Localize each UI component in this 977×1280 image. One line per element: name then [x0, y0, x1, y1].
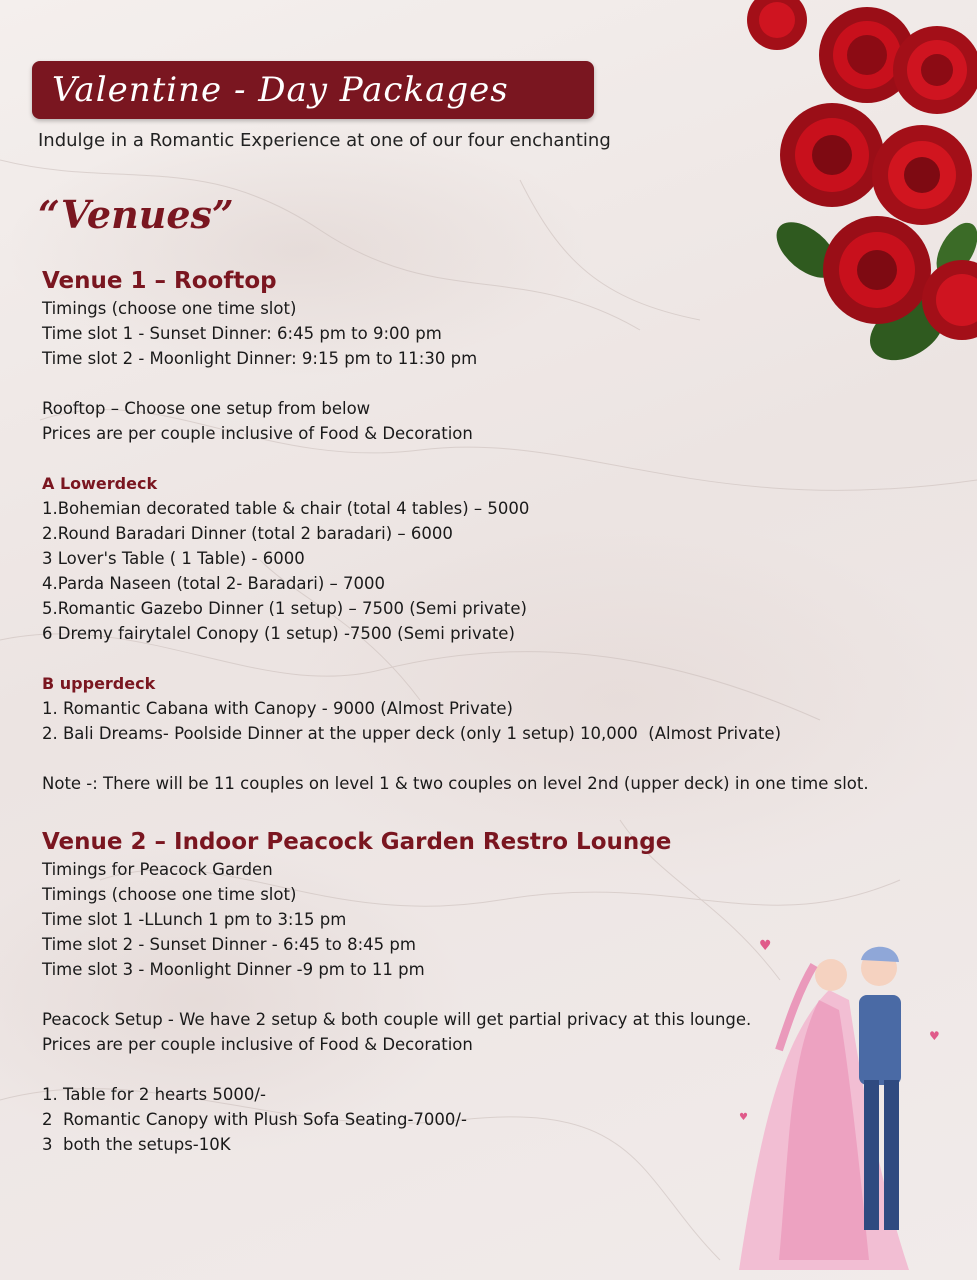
- venue2-item: 1. Table for 2 hearts 5000/-: [42, 1085, 266, 1104]
- upperdeck-item: 2. Bali Dreams- Poolside Dinner at the upper deck (only 1 setup) 10,000 (Almost Private): [42, 724, 782, 743]
- venue2-setup-line: Prices are per couple inclusive of Food & Decoration: [42, 1035, 473, 1054]
- title-banner: [32, 61, 594, 119]
- venue2-timing-line: Time slot 1 -LLunch 1 pm to 3:15 pm: [42, 910, 347, 929]
- venue1-setup-line: Prices are per couple inclusive of Food & Decoration: [42, 424, 473, 443]
- subtitle: Indulge in a Romantic Experience at one of our four enchanting: [38, 130, 611, 151]
- venue2-timing-line: Time slot 3 - Moonlight Dinner -9 pm to 11 pm: [42, 960, 425, 979]
- venue1-timing-line: Timings (choose one time slot): [42, 299, 297, 318]
- svg-text:♥: ♥: [759, 938, 772, 954]
- venue2-timing-line: Time slot 2 - Sunset Dinner - 6:45 to 8:45 pm: [42, 935, 416, 954]
- svg-text:♥: ♥: [739, 1112, 748, 1123]
- upperdeck-item: 1. Romantic Cabana with Canopy - 9000 (Almost Private): [42, 699, 513, 718]
- svg-text:♥: ♥: [929, 1029, 940, 1043]
- venues-heading: “Venues”: [38, 192, 234, 237]
- venue2-item: 3 both the setups-10K: [42, 1135, 231, 1154]
- lowerdeck-label: A Lowerdeck: [42, 474, 158, 493]
- venue1-note: Note -: There will be 11 couples on level 1 & two couples on level 2nd (upper deck) in one time slot.: [42, 774, 869, 793]
- venue2-setup-line: Peacock Setup - We have 2 setup & both couple will get partial privacy at this lounge.: [42, 1010, 752, 1029]
- venue2-item: 2 Romantic Canopy with Plush Sofa Seating-7000/-: [42, 1110, 467, 1129]
- lowerdeck-item: 6 Dremy fairytalel Conopy (1 setup) -7500 (Semi private): [42, 624, 515, 643]
- lowerdeck-item: 4.Parda Naseen (total 2- Baradari) – 7000: [42, 574, 385, 593]
- upperdeck-label: B upperdeck: [42, 674, 156, 693]
- venue1-heading: Venue 1 – Rooftop: [42, 268, 277, 294]
- venue2-timing-line: Timings (choose one time slot): [42, 885, 297, 904]
- venue2-timing-line: Timings for Peacock Garden: [42, 860, 273, 879]
- lowerdeck-item: 2.Round Baradari Dinner (total 2 baradari) – 6000: [42, 524, 453, 543]
- venue2-heading: Venue 2 – Indoor Peacock Garden Restro Lounge: [42, 829, 672, 855]
- lowerdeck-item: 3 Lover's Table ( 1 Table) - 6000: [42, 549, 305, 568]
- venue1-timing-line: Time slot 1 - Sunset Dinner: 6:45 pm to 9:00 pm: [42, 324, 442, 343]
- lowerdeck-item: 1.Bohemian decorated table & chair (total 4 tables) – 5000: [42, 499, 530, 518]
- venue1-setup-line: Rooftop – Choose one setup from below: [42, 399, 371, 418]
- venue1-timing-line: Time slot 2 - Moonlight Dinner: 9:15 pm to 11:30 pm: [42, 349, 478, 368]
- lowerdeck-item: 5.Romantic Gazebo Dinner (1 setup) – 7500 (Semi private): [42, 599, 527, 618]
- page-title: Valentine - Day Packages: [52, 70, 509, 110]
- packages-content: [42, 266, 922, 1157]
